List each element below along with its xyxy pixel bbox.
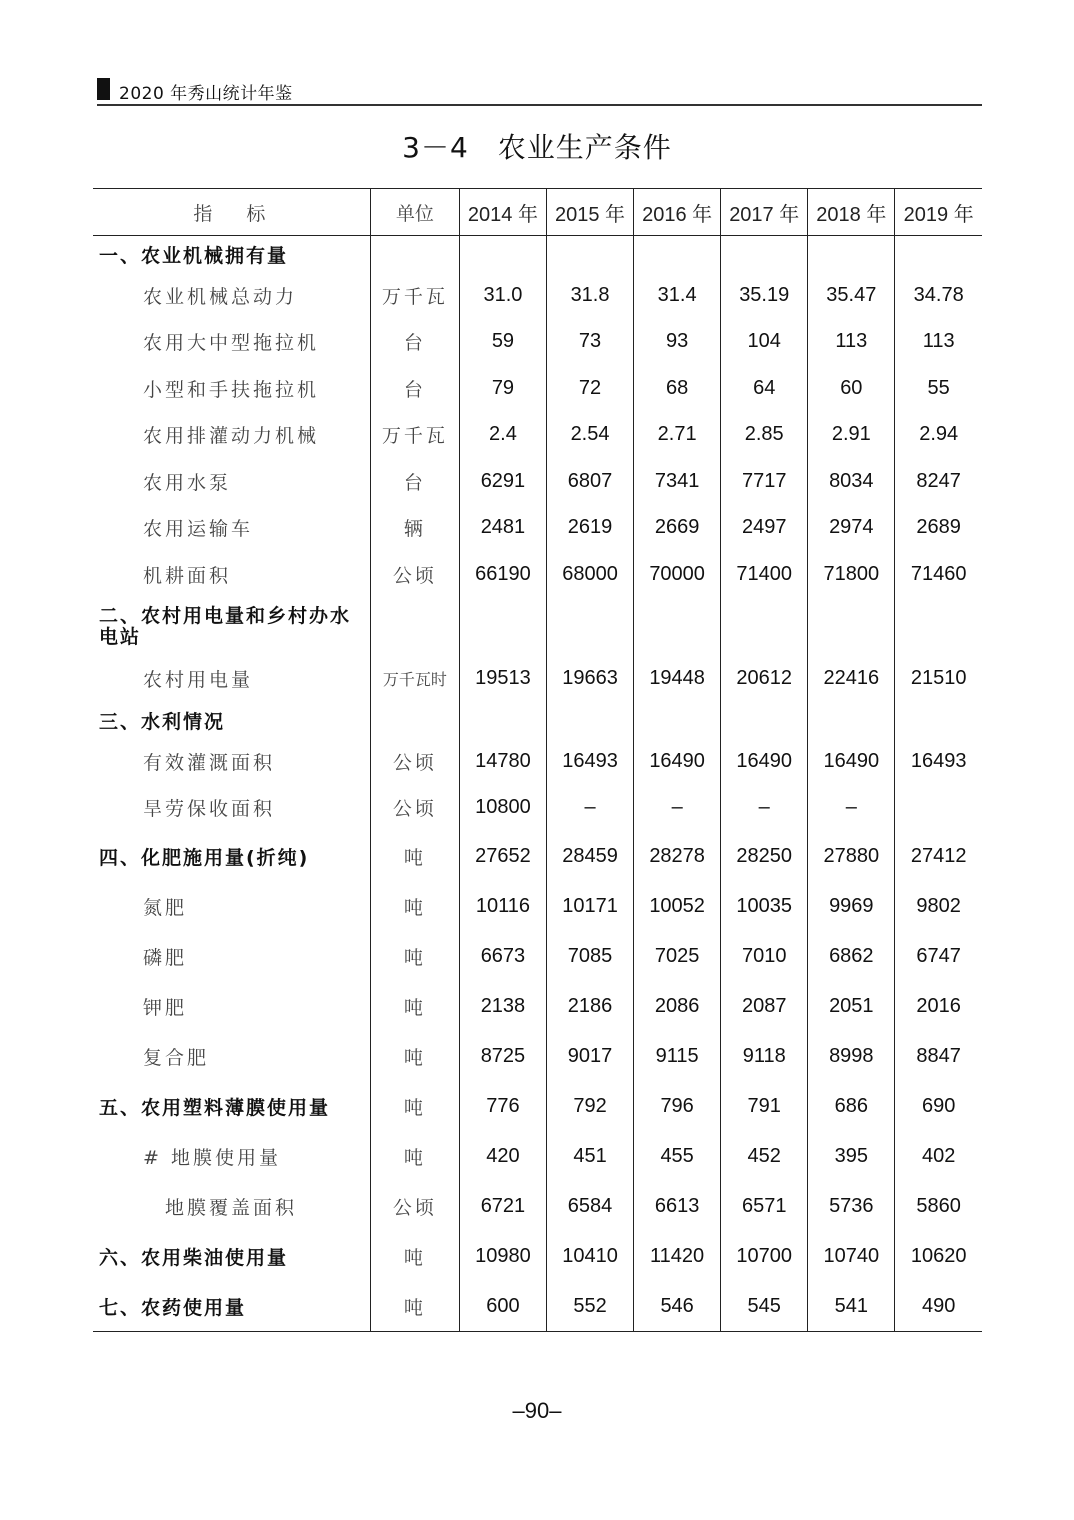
header-row	[93, 189, 982, 236]
value-cell: 113	[895, 319, 982, 366]
header-year: 2018 年	[808, 189, 895, 236]
value-cell: 2016	[895, 981, 982, 1031]
value-cell: –	[721, 785, 808, 832]
value-cell	[546, 702, 633, 738]
indicator-label: 钾肥	[143, 996, 188, 1019]
value-cell: 11420	[634, 1231, 721, 1281]
value-cell: 2974	[808, 505, 895, 552]
value-cell: 2.4	[459, 412, 546, 459]
table-row	[93, 702, 982, 738]
indicator-label: 小型和手扶拖拉机	[143, 378, 320, 401]
value-cell: 2186	[546, 981, 633, 1031]
unit-cell: 万千瓦	[370, 272, 459, 319]
value-cell	[808, 702, 895, 738]
agri-conditions-table	[93, 188, 982, 1332]
value-cell: 10035	[721, 881, 808, 931]
unit-cell: 吨	[370, 1131, 459, 1181]
value-cell: 55	[895, 365, 982, 412]
value-cell: 2481	[459, 505, 546, 552]
unit-cell: 吨	[370, 1031, 459, 1081]
value-cell: 792	[546, 1081, 633, 1131]
value-cell	[808, 598, 895, 656]
unit-cell: 吨	[370, 931, 459, 981]
running-head	[97, 76, 982, 106]
table-title: 3－4 农业生产条件	[402, 131, 672, 164]
value-cell: 68000	[546, 551, 633, 598]
unit-cell: 吨	[370, 1281, 459, 1332]
value-cell: 791	[721, 1081, 808, 1131]
value-cell: 8998	[808, 1031, 895, 1081]
unit-cell: 台	[370, 365, 459, 412]
value-cell: 35.19	[721, 272, 808, 319]
value-cell: 2051	[808, 981, 895, 1031]
indicator-label: 五、农用塑料薄膜使用量	[99, 1096, 331, 1119]
value-cell	[459, 236, 546, 273]
table-row	[93, 1031, 982, 1081]
value-cell: 420	[459, 1131, 546, 1181]
value-cell: 71400	[721, 551, 808, 598]
value-cell: –	[546, 785, 633, 832]
value-cell: 14780	[459, 738, 546, 785]
value-cell: 31.0	[459, 272, 546, 319]
value-cell: 19663	[546, 656, 633, 703]
header-indicator: 指标	[93, 189, 370, 236]
table-row	[93, 1231, 982, 1281]
value-cell: 79	[459, 365, 546, 412]
table-row	[93, 656, 982, 703]
value-cell	[808, 236, 895, 273]
value-cell: 9118	[721, 1031, 808, 1081]
value-cell: 451	[546, 1131, 633, 1181]
unit-cell: 台	[370, 319, 459, 366]
table-row	[93, 1081, 982, 1131]
header-year: 2016 年	[634, 189, 721, 236]
header-year: 2019 年	[895, 189, 982, 236]
value-cell: 2.91	[808, 412, 895, 459]
value-cell: 10620	[895, 1231, 982, 1281]
value-cell: 2086	[634, 981, 721, 1031]
value-cell: 21510	[895, 656, 982, 703]
value-cell	[721, 598, 808, 656]
value-cell: 2619	[546, 505, 633, 552]
indicator-label: 农用大中型拖拉机	[143, 332, 320, 355]
unit-cell: 吨	[370, 981, 459, 1031]
value-cell: 690	[895, 1081, 982, 1131]
value-cell: 93	[634, 319, 721, 366]
value-cell: 2138	[459, 981, 546, 1031]
value-cell: 2.94	[895, 412, 982, 459]
value-cell: 60	[808, 365, 895, 412]
running-head-bar-icon	[97, 78, 110, 100]
value-cell: 10800	[459, 785, 546, 832]
value-cell: 2.71	[634, 412, 721, 459]
page-number: –90–	[512, 1398, 562, 1423]
value-cell: 6584	[546, 1181, 633, 1231]
value-cell	[721, 702, 808, 738]
value-cell: 16490	[808, 738, 895, 785]
value-cell: 28250	[721, 831, 808, 881]
value-cell: 2087	[721, 981, 808, 1031]
table-row	[93, 831, 982, 881]
value-cell: 6721	[459, 1181, 546, 1231]
value-cell: 10740	[808, 1231, 895, 1281]
value-cell: 20612	[721, 656, 808, 703]
value-cell: 71800	[808, 551, 895, 598]
table-row	[93, 236, 982, 273]
indicator-label: 四、化肥施用量(折纯)	[99, 846, 310, 869]
value-cell: 10052	[634, 881, 721, 931]
value-cell: 6807	[546, 458, 633, 505]
value-cell: 7085	[546, 931, 633, 981]
value-cell	[895, 702, 982, 738]
value-cell: 402	[895, 1131, 982, 1181]
value-cell: 686	[808, 1081, 895, 1131]
value-cell: 70000	[634, 551, 721, 598]
indicator-label: 农村用电量	[143, 669, 254, 692]
value-cell: 552	[546, 1281, 633, 1332]
value-cell: 455	[634, 1131, 721, 1181]
value-cell: 22416	[808, 656, 895, 703]
table-row	[93, 981, 982, 1031]
unit-cell: 吨	[370, 1081, 459, 1131]
running-head-text: 2020 年秀山统计年鉴	[119, 84, 293, 104]
value-cell: 541	[808, 1281, 895, 1332]
table-row	[93, 931, 982, 981]
value-cell: 8247	[895, 458, 982, 505]
indicator-label: 农用运输车	[143, 518, 254, 541]
value-cell	[459, 702, 546, 738]
value-cell: 6613	[634, 1181, 721, 1231]
unit-cell: 万千瓦时	[370, 656, 459, 703]
value-cell: 6862	[808, 931, 895, 981]
value-cell	[895, 598, 982, 656]
unit-cell: 吨	[370, 881, 459, 931]
value-cell: 34.78	[895, 272, 982, 319]
unit-cell: 吨	[370, 831, 459, 881]
value-cell: 10171	[546, 881, 633, 931]
value-cell: 6747	[895, 931, 982, 981]
header-year: 2015 年	[546, 189, 633, 236]
value-cell: 7010	[721, 931, 808, 981]
value-cell: 7341	[634, 458, 721, 505]
value-cell: 600	[459, 1281, 546, 1332]
value-cell: 6673	[459, 931, 546, 981]
value-cell: 16493	[546, 738, 633, 785]
unit-cell: 公顷	[370, 551, 459, 598]
indicator-label: 农用排灌动力机械	[143, 425, 320, 448]
value-cell: 16493	[895, 738, 982, 785]
value-cell: 31.8	[546, 272, 633, 319]
value-cell: 490	[895, 1281, 982, 1332]
value-cell: 35.47	[808, 272, 895, 319]
indicator-label: 地膜覆盖面积	[165, 1196, 298, 1219]
value-cell: 2.54	[546, 412, 633, 459]
value-cell: 10980	[459, 1231, 546, 1281]
value-cell: 16490	[721, 738, 808, 785]
value-cell: 2669	[634, 505, 721, 552]
value-cell	[721, 236, 808, 273]
indicator-label: 磷肥	[143, 946, 188, 969]
value-cell: 5860	[895, 1181, 982, 1231]
table-row	[93, 1181, 982, 1231]
indicator-label: 旱劳保收面积	[143, 798, 276, 821]
value-cell: 113	[808, 319, 895, 366]
value-cell: 6291	[459, 458, 546, 505]
table-row	[93, 551, 982, 598]
value-cell: 19513	[459, 656, 546, 703]
unit-cell: 吨	[370, 1231, 459, 1281]
table-row	[93, 785, 982, 832]
indicator-label: 氮肥	[143, 896, 188, 919]
indicator-label: 三、水利情况	[99, 710, 226, 733]
value-cell: 545	[721, 1281, 808, 1332]
value-cell: 2689	[895, 505, 982, 552]
value-cell: 27652	[459, 831, 546, 881]
value-cell: 6571	[721, 1181, 808, 1231]
value-cell: 31.4	[634, 272, 721, 319]
value-cell: 9969	[808, 881, 895, 931]
value-cell: 68	[634, 365, 721, 412]
indicator-label: 有效灌溉面积	[143, 751, 276, 774]
value-cell: 72	[546, 365, 633, 412]
value-cell	[634, 236, 721, 273]
indicator-label: 一、农业机械拥有量	[99, 244, 289, 267]
value-cell: 452	[721, 1131, 808, 1181]
unit-cell: 公顷	[370, 738, 459, 785]
value-cell: 7025	[634, 931, 721, 981]
value-cell: 546	[634, 1281, 721, 1332]
table-row	[93, 272, 982, 319]
value-cell: –	[808, 785, 895, 832]
value-cell	[546, 236, 633, 273]
indicator-label: 农业机械总动力	[143, 285, 298, 308]
unit-cell: 台	[370, 458, 459, 505]
value-cell: 64	[721, 365, 808, 412]
value-cell: 10700	[721, 1231, 808, 1281]
value-cell: 16490	[634, 738, 721, 785]
value-cell	[895, 236, 982, 273]
value-cell: 2497	[721, 505, 808, 552]
indicator-label: # 地膜使用量	[143, 1146, 281, 1169]
value-cell	[459, 598, 546, 656]
table-row	[93, 319, 982, 366]
unit-cell: 万千瓦	[370, 412, 459, 459]
indicator-label: 复合肥	[143, 1046, 210, 1069]
value-cell: 9802	[895, 881, 982, 931]
table-row	[93, 1131, 982, 1181]
value-cell: 8847	[895, 1031, 982, 1081]
indicator-label: 农用水泵	[143, 471, 232, 494]
unit-cell: 公顷	[370, 785, 459, 832]
value-cell: –	[634, 785, 721, 832]
value-cell: 9017	[546, 1031, 633, 1081]
table-row	[93, 458, 982, 505]
unit-cell: 公顷	[370, 1181, 459, 1231]
header-unit: 单位	[370, 189, 459, 236]
table-row	[93, 412, 982, 459]
table-row	[93, 738, 982, 785]
value-cell: 71460	[895, 551, 982, 598]
value-cell: 395	[808, 1131, 895, 1181]
indicator-label: 机耕面积	[143, 564, 232, 587]
indicator-label: 六、农用柴油使用量	[99, 1246, 289, 1269]
value-cell: 66190	[459, 551, 546, 598]
unit-cell	[370, 598, 459, 656]
header-year: 2017 年	[721, 189, 808, 236]
value-cell: 104	[721, 319, 808, 366]
value-cell: 19448	[634, 656, 721, 703]
unit-cell	[370, 236, 459, 273]
unit-cell	[370, 702, 459, 738]
value-cell	[634, 598, 721, 656]
value-cell	[634, 702, 721, 738]
header-year: 2014 年	[459, 189, 546, 236]
value-cell	[546, 598, 633, 656]
value-cell: 2.85	[721, 412, 808, 459]
table-row	[93, 598, 982, 656]
indicator-label: 七、农药使用量	[93, 1281, 370, 1332]
table-row	[93, 881, 982, 931]
value-cell: 27880	[808, 831, 895, 881]
value-cell: 28278	[634, 831, 721, 881]
value-cell: 7717	[721, 458, 808, 505]
value-cell: 10410	[546, 1231, 633, 1281]
unit-cell: 辆	[370, 505, 459, 552]
value-cell: 8034	[808, 458, 895, 505]
value-cell: 73	[546, 319, 633, 366]
table-row	[93, 505, 982, 552]
value-cell: 8725	[459, 1031, 546, 1081]
value-cell: 9115	[634, 1031, 721, 1081]
value-cell: 5736	[808, 1181, 895, 1231]
value-cell	[895, 785, 982, 832]
value-cell: 59	[459, 319, 546, 366]
value-cell: 776	[459, 1081, 546, 1131]
table-row	[93, 1281, 982, 1332]
value-cell: 796	[634, 1081, 721, 1131]
value-cell: 27412	[895, 831, 982, 881]
value-cell: 28459	[546, 831, 633, 881]
value-cell: 10116	[459, 881, 546, 931]
indicator-label: 二、农村用电量和乡村办水电站	[99, 604, 352, 648]
table-row	[93, 365, 982, 412]
